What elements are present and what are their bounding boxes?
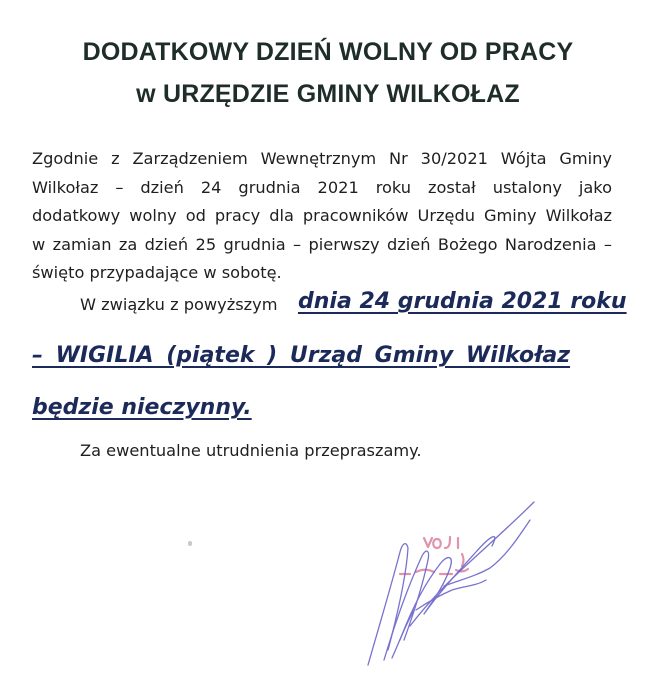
connection-text: W związku z powyższym <box>80 295 278 314</box>
wigilia-closure-line: – WIGILIA (piątek ) Urząd Gminy Wilkołaz <box>32 343 571 368</box>
paragraph-line: dodatkowy wolny od pracy dla pracowników Urzędu Gminy Wilkołaz <box>32 206 612 226</box>
apology-text: Za ewentualne utrudnienia przepraszamy. <box>80 441 422 460</box>
paragraph-line: święto przypadające w sobotę. <box>32 263 282 283</box>
paragraph-line: Zgodnie z Zarządzeniem Wewnętrznym Nr 30/2021 Wójta Gminy <box>32 149 612 168</box>
paragraph-line: Wilkołaz – dzień 24 grudnia 2021 roku został ustalony jako <box>32 177 612 197</box>
body-paragraph <box>32 145 612 288</box>
date-emphasis: dnia 24 grudnia 2021 roku <box>298 289 627 314</box>
handwritten-signature-with-stamp <box>340 490 560 680</box>
paragraph-line: w zamian za dzień 25 grudnia – pierwszy dzień Bożego Narodzenia – <box>32 234 612 254</box>
document-title-line-1: DODATKOWY DZIEŃ WOLNY OD PRACY <box>82 38 574 66</box>
document-title-line-2: w URZĘDZIE GMINY WILKOŁAZ <box>136 80 520 108</box>
scan-speck <box>188 541 192 546</box>
office-closed-line: będzie nieczynny. <box>32 395 252 420</box>
